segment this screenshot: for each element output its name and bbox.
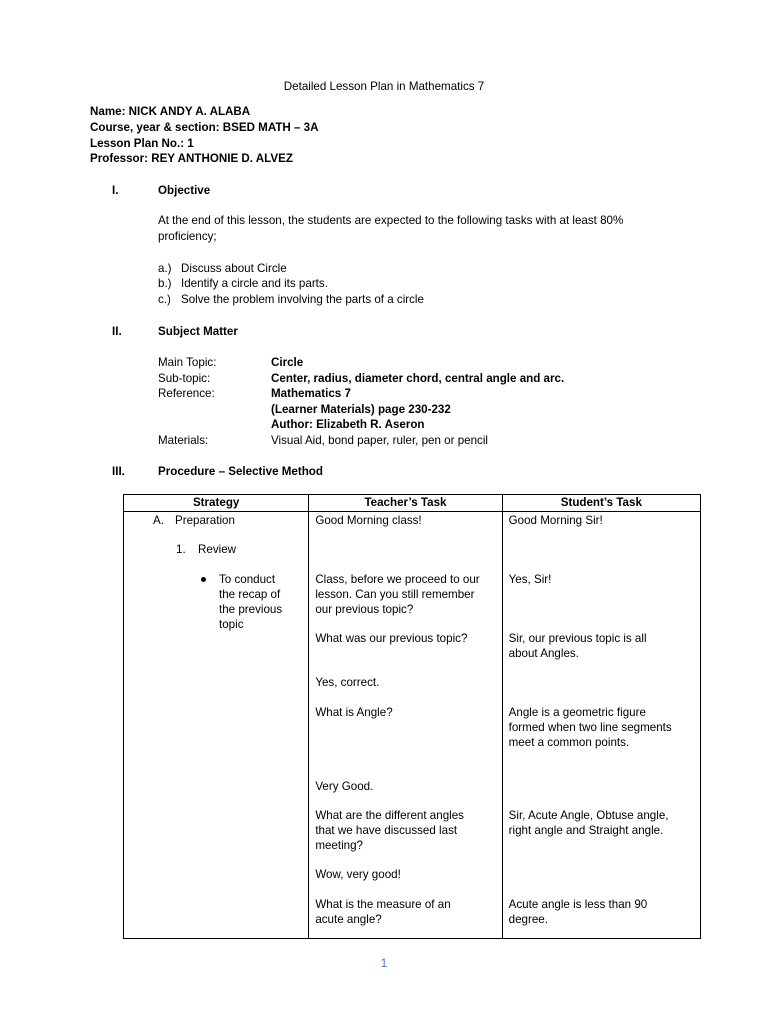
teacher-line: What are the different angles: [315, 809, 464, 822]
header-course: Course, year & section: BSED MATH – 3A: [90, 121, 319, 134]
teacher-line: lesson. Can you still remember: [315, 588, 475, 601]
objective-intro-line1: At the end of this lesson, the students are expected to the following tasks with at least 80%: [158, 214, 624, 227]
preparation-label: Preparation: [175, 514, 235, 527]
teacher-line: Good Morning class!: [315, 514, 422, 527]
student-line: Acute angle is less than 90: [508, 898, 648, 911]
subject-value: Visual Aid, bond paper, ruler, pen or pencil: [271, 434, 488, 447]
student-line: meet a common points.: [508, 736, 630, 749]
objective-item-marker: a.): [158, 262, 172, 275]
table-row: [124, 512, 701, 939]
header-teachers-task: Teacher’s Task: [309, 495, 502, 512]
teacher-line: that we have discussed last: [315, 824, 458, 837]
table-header-row: [124, 495, 701, 512]
student-line: about Angles.: [508, 647, 579, 660]
header-students-task: Student’s Task: [502, 495, 700, 512]
objective-intro-line2: proficiency;: [158, 230, 217, 243]
subject-label: Materials:: [158, 434, 209, 447]
subject-value: (Learner Materials) page 230-232: [271, 403, 451, 416]
teacher-line: meeting?: [315, 839, 364, 852]
subject-value: Mathematics 7: [271, 387, 351, 400]
preparation-marker: A.: [153, 514, 164, 527]
section-heading-subject-matter: Subject Matter: [158, 325, 238, 338]
section-numeral-procedure: III.: [112, 465, 125, 478]
student-line: Good Morning Sir!: [508, 514, 603, 527]
objective-item-marker: c.): [158, 293, 171, 306]
subject-value: Circle: [271, 356, 304, 369]
teacher-line: What was our previous topic?: [315, 632, 468, 645]
subject-label: Sub-topic:: [158, 372, 211, 385]
teacher-line: Yes, correct.: [315, 676, 380, 689]
teacher-line: our previous topic?: [315, 603, 414, 616]
objective-item-text: Identify a circle and its parts.: [181, 277, 328, 290]
strategy-bullet-line: topic: [219, 618, 244, 631]
teacher-task-cell: [309, 512, 502, 939]
strategy-bullet-line: To conduct: [219, 573, 276, 586]
student-line: Sir, our previous topic is all: [508, 632, 647, 645]
student-line: Yes, Sir!: [508, 573, 552, 586]
subject-value: Author: Elizabeth R. Aseron: [271, 418, 425, 431]
teacher-line: Class, before we proceed to our: [315, 573, 480, 586]
bullet-icon: [201, 577, 206, 582]
objective-item-marker: b.): [158, 277, 172, 290]
page-number: 1: [380, 957, 388, 970]
student-line: formed when two line segments: [508, 721, 672, 734]
objective-item-text: Solve the problem involving the parts of a circle: [181, 293, 424, 306]
header-professor: Professor: REY ANTHONIE D. ALVEZ: [90, 152, 293, 165]
header-name: Name: NICK ANDY A. ALABA: [90, 105, 251, 118]
review-label: Review: [198, 543, 237, 556]
strategy-cell: [124, 512, 309, 939]
student-line: Angle is a geometric figure: [508, 706, 646, 719]
procedure-table: [123, 494, 701, 939]
section-heading-procedure: Procedure – Selective Method: [158, 465, 323, 478]
teacher-line: What is the measure of an: [315, 898, 451, 911]
student-task-cell: [502, 512, 700, 939]
section-heading-objective: Objective: [158, 184, 211, 197]
teacher-line: Wow, very good!: [315, 868, 401, 881]
review-marker: 1.: [176, 543, 186, 556]
subject-value: Center, radius, diameter chord, central angle and arc.: [271, 372, 565, 385]
subject-label: Reference:: [158, 387, 215, 400]
strategy-bullet-line: the recap of: [219, 588, 281, 601]
subject-label: Main Topic:: [158, 356, 217, 369]
teacher-line: Very Good.: [315, 780, 374, 793]
objective-item-text: Discuss about Circle: [181, 262, 287, 275]
strategy-bullet-line: the previous: [219, 603, 283, 616]
student-line: Sir, Acute Angle, Obtuse angle,: [508, 809, 669, 822]
document-title: Detailed Lesson Plan in Mathematics 7: [283, 80, 485, 93]
section-numeral-subject-matter: II.: [112, 325, 122, 338]
student-line: degree.: [508, 913, 548, 926]
section-numeral-objective: I.: [112, 184, 119, 197]
teacher-line: What is Angle?: [315, 706, 393, 719]
header-lesson-no: Lesson Plan No.: 1: [90, 137, 194, 150]
student-line: right angle and Straight angle.: [508, 824, 664, 837]
teacher-line: acute angle?: [315, 913, 382, 926]
header-strategy: Strategy: [124, 495, 309, 512]
